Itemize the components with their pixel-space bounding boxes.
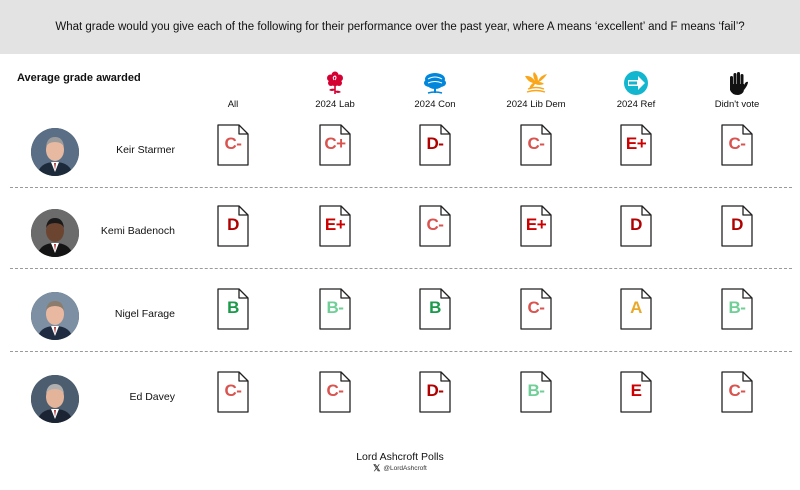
avatar [31,209,79,257]
grade-value: D [731,215,743,234]
column-header-2024-con [380,64,490,110]
x-logo-icon: 𝕏 [373,463,381,473]
person-name: Ed Davey [129,391,175,403]
raised-hand-icon [724,70,750,96]
grade-value: C- [426,215,444,234]
grade-value: D- [426,134,444,153]
grade-card-all [217,124,249,166]
footer-brand: Lord Ashcroft Polls [356,451,444,463]
grade-card-2024-con [419,124,451,166]
grade-card-2024-lab [319,288,351,330]
grade-card-2024-con [419,288,451,330]
grade-card-didn-t-vote [721,288,753,330]
column-label: Didn't vote [714,99,760,110]
avatar [31,375,79,423]
grade-card-didn-t-vote [721,205,753,247]
grade-value: B- [728,298,746,317]
grade-card-all [217,371,249,413]
grade-value: C- [326,381,344,400]
column-header-didn-t-vote [682,64,792,110]
footer-handle: @LordAshcroft [383,465,427,472]
person-name: Nigel Farage [114,308,175,320]
person-row-ed-davey [0,365,800,435]
grade-value: B- [527,381,545,400]
grade-card-2024-lib-dem [520,124,552,166]
grade-value: C+ [324,134,346,153]
grade-card-2024-lib-dem [520,371,552,413]
grade-card-2024-lib-dem [520,288,552,330]
grade-value: C- [728,134,746,153]
grade-value: B [227,298,239,317]
grade-card-didn-t-vote [721,124,753,166]
column-label: All [227,99,239,110]
column-header-2024-ref [581,64,691,110]
row-divider [10,351,792,352]
grade-value: B [429,298,441,317]
column-label: 2024 Lib Dem [506,99,566,110]
grade-value: E+ [525,215,547,234]
reform-arrow-icon [623,70,649,96]
column-label: 2024 Con [414,99,456,110]
grade-card-2024-ref [620,288,652,330]
person-row-nigel-farage [0,282,800,352]
grade-card-all [217,288,249,330]
footer [0,451,800,473]
grade-value: E+ [625,134,647,153]
grade-value: E+ [324,215,346,234]
person-row-kemi-badenoch [0,199,800,269]
column-header-2024-lab [280,64,390,110]
grade-value: D [227,215,239,234]
grade-value: D [630,215,642,234]
grade-value: C- [224,381,242,400]
section-title: Average grade awarded [17,72,141,84]
grade-card-2024-con [419,205,451,247]
grade-card-2024-ref [620,124,652,166]
person-name: Keir Starmer [116,144,175,156]
column-header-2024-lib-dem [481,64,591,110]
conservative-tree-icon [422,70,448,96]
person-row-keir-starmer [0,118,800,188]
grade-card-2024-lab [319,124,351,166]
grade-value: C- [728,381,746,400]
grade-card-didn-t-vote [721,371,753,413]
grade-value: A [630,298,642,317]
grade-value: B- [326,298,344,317]
grade-card-2024-ref [620,205,652,247]
column-label: 2024 Lab [315,99,355,110]
grade-card-2024-lib-dem [520,205,552,247]
grade-value: C- [527,298,545,317]
row-divider [10,268,792,269]
grade-value: C- [224,134,242,153]
question-banner [0,0,800,54]
grade-value: D- [426,381,444,400]
grade-value: E [630,381,642,400]
grade-card-all [217,205,249,247]
column-label: 2024 Ref [616,99,656,110]
avatar [31,128,79,176]
grade-value: C- [527,134,545,153]
person-name: Kemi Badenoch [100,225,175,237]
avatar [31,292,79,340]
grade-card-2024-con [419,371,451,413]
grade-card-2024-ref [620,371,652,413]
row-divider [10,187,792,188]
footer-handle-line [0,464,800,473]
grade-card-2024-lab [319,205,351,247]
labour-rose-icon [322,70,348,96]
question-text: What grade would you give each of the following for their performance over the past year, where A means ‘excellent’ and F means ‘fail’? [55,21,745,33]
column-header-all [178,64,288,110]
grade-card-2024-lab [319,371,351,413]
libdem-bird-icon [523,70,549,96]
